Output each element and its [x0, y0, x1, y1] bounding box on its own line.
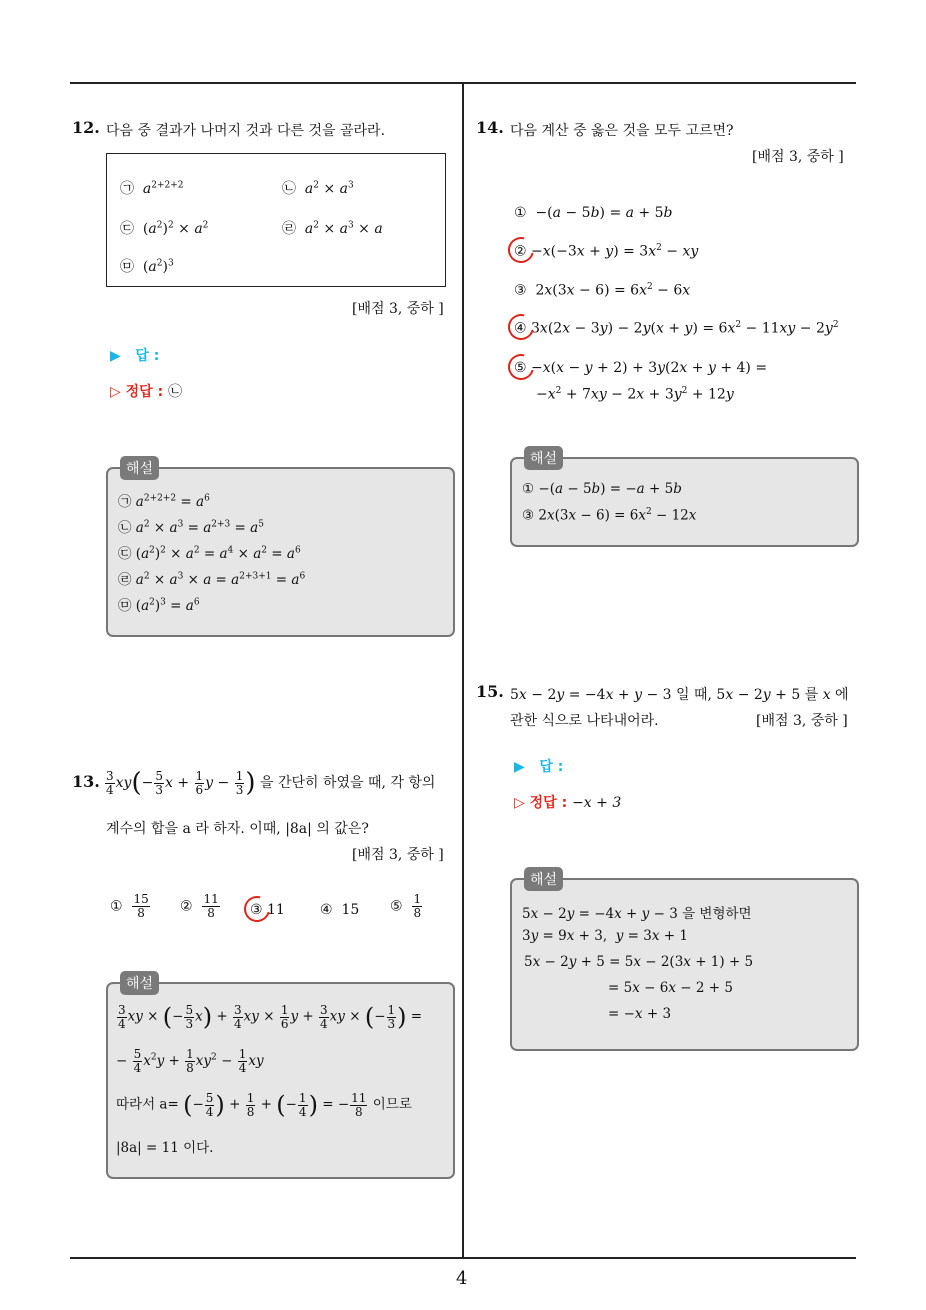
- q12-sol-line-3: ㉢ $(a^2)^2 \times a^2 = a^4 \times a^2 = a^6$: [118, 545, 301, 562]
- q12-sol-line-4: ㉣ $a^2 \times a^3 \times a = a^{2+3+1} = a^6$: [118, 571, 306, 588]
- q12-option-1[interactable]: ㉠ $a^{2+2+2}$: [120, 180, 184, 197]
- q12-correct-label: 정답 :: [125, 384, 164, 400]
- q15-solution-tag: 해설: [524, 867, 563, 891]
- q12-option-4[interactable]: ㉣ $a^2 \times a^3 \times a$: [282, 220, 383, 237]
- q15-score: [배점 3, 중하 ]: [756, 713, 848, 729]
- q12-number: 12.: [72, 118, 100, 137]
- q15-answer-label: 답 :: [539, 759, 564, 775]
- q12-option-5[interactable]: ㉤ $(a^2)^3$: [120, 258, 174, 275]
- q13-solution-tag: 해설: [120, 971, 159, 995]
- q12-option-2[interactable]: ㉡ $a^2 \times a^3$: [282, 180, 354, 197]
- q14-option-2[interactable]: ② $-x(-3x + y) = 3x^2$ − xy: [514, 243, 699, 260]
- q15-sol-line-4: = 5x − 6x − 2 + 5: [608, 980, 733, 996]
- q13-number: 13.: [72, 772, 100, 791]
- q15-sol-line-1: 5x − 2y = −4x + y − 3 을 변형하면: [522, 906, 752, 922]
- q12-sol-line-5: ㉤ $(a^2)^3 = a^6$: [118, 597, 200, 614]
- q14-option-3[interactable]: ③ $2x(3x - 6) = 6x^2 - 6x$: [514, 282, 691, 299]
- q15-sol-line-2: 3y = 9x + 3, y = 3x + 1: [522, 928, 688, 944]
- q14-sol-line-1: ① −(a − 5b) = −a + 5b: [522, 481, 682, 497]
- q13-score: [배점 3, 중하 ]: [352, 847, 444, 863]
- q12-correct-value: ㉡: [168, 384, 183, 400]
- q14-solution-tag: 해설: [524, 446, 563, 470]
- q13-choice-4[interactable]: ④ 15: [320, 902, 360, 918]
- q14-score: [배점 3, 중하 ]: [752, 149, 844, 165]
- q14-mark-4: [503, 309, 539, 345]
- q13-sol-line-2: − $\frac{5}{4}$ $x^2y$ + $\frac{1}{8}$ $xy^2$ − $\frac{1}{4}$ xy: [116, 1047, 264, 1075]
- q12-option-3[interactable]: ㉢ $(a^2)^2 \times a^2$: [120, 220, 209, 237]
- q12-question: 다음 중 결과가 나머지 것과 다른 것을 골라라.: [106, 123, 386, 139]
- q15-question-line2: 관한 식으로 나타내어라.: [510, 713, 659, 729]
- q13-question-tail: 을 간단히 하였을 때, 각 항의: [259, 775, 436, 791]
- q12-answer-label: 답 :: [135, 348, 160, 364]
- q13-sol-therefore: 따라서 a=: [116, 1096, 179, 1113]
- q15-sol-line-5: = −x + 3: [608, 1006, 672, 1022]
- outline-triangle-icon: ▷: [110, 384, 121, 400]
- q14-option-4[interactable]: ④ $3x(2x - 3y) - 2y(x + y) = 6x^2 - 11xy - 2y^2$: [514, 320, 839, 337]
- q13-sol-line-4: |8a| = 11 이다.: [116, 1140, 214, 1156]
- q13-selected-mark: [239, 891, 275, 927]
- q15-correct-label: 정답 :: [529, 795, 568, 811]
- q13-choice-3[interactable]: ③ 11: [250, 902, 285, 918]
- q13-choice-2[interactable]: ② $\frac{11}{8}$: [180, 892, 219, 920]
- bottom-rule: [70, 1257, 856, 1259]
- q13-choice-1[interactable]: ① $\frac{15}{8}$: [110, 892, 149, 920]
- q13-sol-line-3: 따라서 a= (− $\frac{5}{4}$ ) + $\frac{1}{8}$ + (− $\frac{1}{4}$ ) = − $\frac{11}{8}$ 이므로: [116, 1090, 412, 1119]
- q13-expression: $\frac{3}{4}$ xy(− $\frac{5}{3}$ x + $\frac{1}{6}$ y − $\frac{1}{3}$ ) 을 간단히 하였을 때, 각 항의: [106, 768, 436, 798]
- q12-sol-line-1: ㉠ $a^{2+2+2} = a^6$: [118, 493, 210, 510]
- outline-triangle-icon: ▷: [514, 795, 525, 811]
- q15-sol-line-3: 5x − 2y + 5 = 5x − 2(3x + 1) + 5: [524, 954, 754, 970]
- q13-choice-5[interactable]: ⑤ $\frac{1}{8}$: [390, 892, 422, 920]
- q15-question-line1: 5x − 2y = −4x + y − 3 일 때, 5x − 2y + 5 를 x 에: [510, 687, 849, 703]
- q14-mark-5: [503, 349, 539, 385]
- q14-option-5[interactable]: ⑤ −x(x − y + 2) + 3y(2x + y + 4) =: [514, 360, 768, 376]
- play-icon: ▶: [514, 759, 525, 775]
- q12-score: [배점 3, 중하 ]: [352, 301, 444, 317]
- q15-correct-value: −x + 3: [572, 795, 622, 811]
- q13-question-line2: 계수의 합을 a 라 하자. 이때, |8a| 의 값은?: [106, 821, 369, 837]
- q12-solution-tag: 해설: [120, 456, 159, 480]
- q12-correct-row: [110, 381, 182, 401]
- q14-question: 다음 계산 중 옳은 것을 모두 고르면?: [510, 123, 734, 139]
- q14-option-1[interactable]: ① −(a − 5b) = a + 5b: [514, 205, 673, 221]
- q14-option-5-cont: $-x^2 + 7xy - 2x + 3y^2 + 12y$: [536, 386, 734, 403]
- q15-number: 15.: [476, 682, 504, 701]
- q15-correct-row: [514, 792, 621, 812]
- q14-mark-2: [503, 232, 539, 268]
- q15-answer-row: [514, 756, 563, 776]
- q14-number: 14.: [476, 118, 504, 137]
- q14-solution-box: [510, 457, 859, 547]
- q13-sol-line-1: $\frac{3}{4}$ xy × (− $\frac{5}{3}$ x) + $\frac{3}{4}$ xy × $\frac{1}{6}$ y + $\frac{3}{4}$ xy × (− $\frac{1}{3}$ ) =: [118, 1002, 423, 1031]
- q13-sol-tail: 이므로: [372, 1096, 412, 1113]
- q12-answer-row: [110, 345, 159, 365]
- q14-sol-line-2: ③ $2x(3x - 6) = 6x^2 - 12x$: [522, 507, 697, 524]
- q12-sol-line-2: ㉡ $a^2 \times a^3 = a^{2+3} = a^5$: [118, 519, 264, 536]
- column-divider: [462, 82, 464, 1258]
- page-number: 4: [456, 1268, 468, 1289]
- play-icon: ▶: [110, 348, 121, 364]
